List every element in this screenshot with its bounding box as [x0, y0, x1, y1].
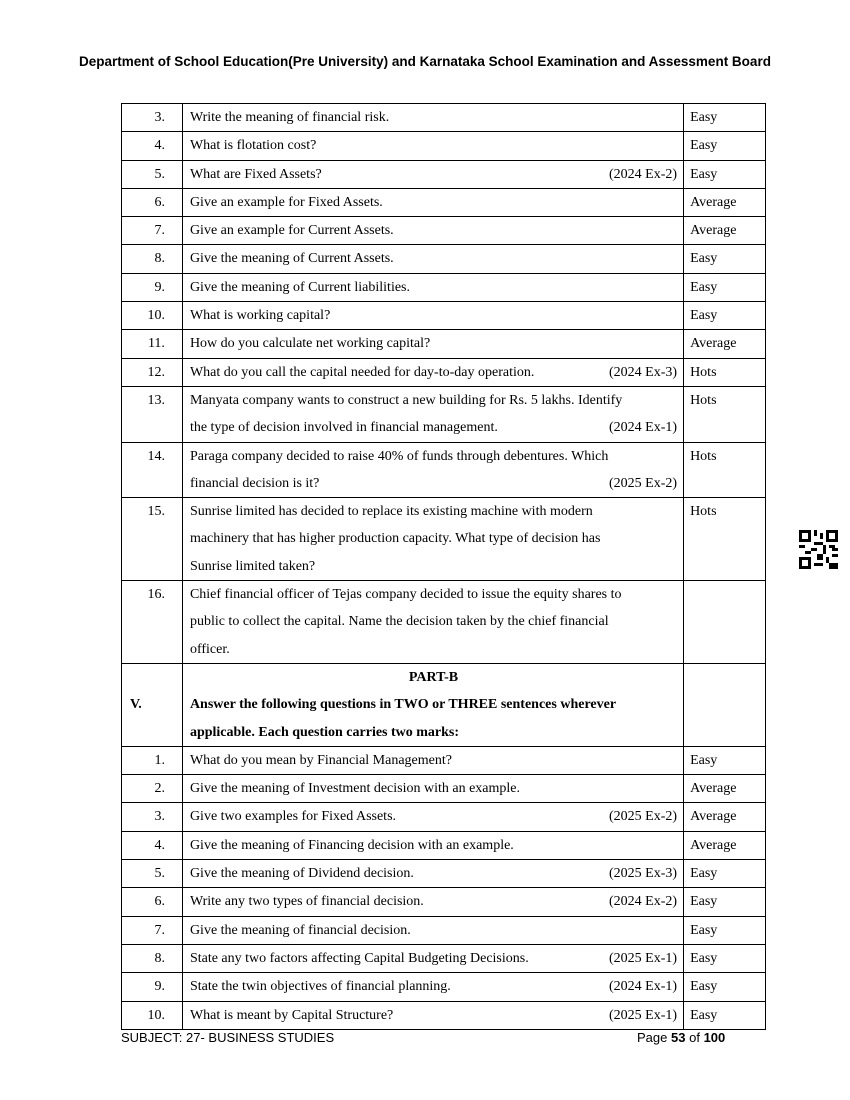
- question-text: State the twin objectives of financial planning.: [189, 979, 451, 995]
- difficulty-level: Easy: [684, 916, 766, 944]
- question-line: [190, 132, 677, 159]
- question-text-cell: [182, 803, 683, 831]
- question-line: [190, 245, 677, 272]
- question-text: the type of decision involved in financial management.: [189, 420, 498, 436]
- question-number: 16.: [122, 581, 183, 664]
- footer-page-total: 100: [703, 1030, 726, 1045]
- question-line: [190, 775, 677, 802]
- question-line: [190, 525, 677, 552]
- question-text: machinery that has higher production capacity. What type of decision has: [189, 531, 601, 547]
- question-text: Paraga company decided to raise 40% of funds through debentures. Which: [189, 448, 609, 464]
- question-line: [190, 104, 677, 131]
- question-line: [190, 443, 677, 470]
- question-line: [190, 888, 677, 915]
- question-line: [190, 1002, 677, 1029]
- difficulty-level: Easy: [684, 973, 766, 1001]
- question-row: [122, 888, 766, 916]
- question-text-cell: [182, 973, 683, 1001]
- question-number: 9.: [122, 973, 183, 1001]
- difficulty-level: [684, 581, 766, 664]
- question-number: 14.: [122, 442, 183, 498]
- question-number: 9.: [122, 273, 183, 301]
- question-text: What is working capital?: [189, 308, 331, 324]
- difficulty-level: Easy: [684, 302, 766, 330]
- question-text-cell: [182, 160, 683, 188]
- question-row: [122, 973, 766, 1001]
- question-row: [122, 358, 766, 386]
- question-text-cell: [182, 498, 683, 581]
- question-text: public to collect the capital. Name the decision taken by the chief financial: [189, 614, 609, 630]
- question-text: What is flotation cost?: [189, 138, 317, 154]
- section-roman-numeral: V.: [122, 663, 183, 746]
- question-line: [190, 359, 677, 386]
- part-b-instructions: Answer the following questions in TWO or THREE sentences wherever applicable. Each question carries two marks:: [189, 697, 616, 740]
- question-text-cell: [182, 860, 683, 888]
- question-text: Sunrise limited taken?: [189, 558, 316, 574]
- part-b-heading-row: [122, 663, 766, 746]
- question-row: [122, 831, 766, 859]
- difficulty-level: Hots: [684, 442, 766, 498]
- difficulty-level: Easy: [684, 860, 766, 888]
- question-line: [190, 302, 677, 329]
- qr-code-icon: [799, 530, 838, 569]
- question-line: [190, 581, 677, 608]
- difficulty-level: Hots: [684, 498, 766, 581]
- question-line: [190, 498, 677, 525]
- question-text-cell: [182, 132, 683, 160]
- question-text-cell: [182, 273, 683, 301]
- question-number: 4.: [122, 831, 183, 859]
- difficulty-level: Average: [684, 330, 766, 358]
- question-line: [190, 470, 677, 497]
- part-b-heading-cell: [182, 663, 683, 746]
- question-line: [190, 973, 677, 1000]
- question-text-cell: [182, 746, 683, 774]
- question-row: [122, 498, 766, 581]
- question-row: [122, 944, 766, 972]
- question-line: [190, 747, 677, 774]
- difficulty-level: Easy: [684, 160, 766, 188]
- question-text: Sunrise limited has decided to replace its existing machine with modern: [189, 504, 593, 520]
- question-text-cell: [182, 1001, 683, 1029]
- question-number: 3.: [122, 104, 183, 132]
- question-text: Give the meaning of Financing decision with an example.: [189, 837, 514, 853]
- question-line: [190, 161, 677, 188]
- exam-reference: (2024 Ex-1): [609, 979, 678, 995]
- question-number: 8.: [122, 245, 183, 273]
- question-number: 5.: [122, 160, 183, 188]
- part-b-heading-level-cell: [684, 663, 766, 746]
- question-text: Manyata company wants to construct a new building for Rs. 5 lakhs. Identify: [189, 392, 623, 408]
- question-number: 11.: [122, 330, 183, 358]
- question-number: 12.: [122, 358, 183, 386]
- question-row: [122, 217, 766, 245]
- question-row: [122, 302, 766, 330]
- question-row: [122, 160, 766, 188]
- question-text-cell: [182, 386, 683, 442]
- question-text: What are Fixed Assets?: [189, 166, 322, 182]
- question-number: 10.: [122, 302, 183, 330]
- question-line: [190, 414, 677, 441]
- difficulty-level: Average: [684, 188, 766, 216]
- difficulty-level: Average: [684, 775, 766, 803]
- part-b-heading-body: [122, 663, 766, 746]
- difficulty-level: Hots: [684, 358, 766, 386]
- question-number: 15.: [122, 498, 183, 581]
- question-row: [122, 132, 766, 160]
- question-text: Write the meaning of financial risk.: [189, 110, 390, 125]
- question-row: [122, 104, 766, 132]
- question-line: [190, 189, 677, 216]
- question-text-cell: [182, 245, 683, 273]
- difficulty-level: Easy: [684, 888, 766, 916]
- footer-page-current: 53: [671, 1030, 686, 1045]
- question-row: [122, 581, 766, 664]
- difficulty-level: Hots: [684, 386, 766, 442]
- question-line: [190, 832, 677, 859]
- question-line: [190, 330, 677, 357]
- question-row: [122, 775, 766, 803]
- exam-reference: (2025 Ex-2): [609, 475, 678, 491]
- question-text-cell: [182, 581, 683, 664]
- question-text: Write any two types of financial decision.: [189, 894, 424, 910]
- page-header: Department of School Education(Pre University) and Karnataka School Examination and Assessment Board: [79, 54, 771, 69]
- difficulty-level: Easy: [684, 1001, 766, 1029]
- question-text-cell: [182, 358, 683, 386]
- question-text-cell: [182, 217, 683, 245]
- question-text-cell: [182, 888, 683, 916]
- question-line: [190, 945, 677, 972]
- exam-reference: (2024 Ex-1): [609, 420, 678, 436]
- difficulty-level: Easy: [684, 104, 766, 132]
- question-text: Give the meaning of Dividend decision.: [189, 866, 414, 882]
- difficulty-level: Average: [684, 803, 766, 831]
- question-table: [121, 103, 766, 1030]
- question-number: 10.: [122, 1001, 183, 1029]
- part-b-body: [122, 746, 766, 1029]
- question-line: [190, 636, 677, 663]
- question-text: Give the meaning of Current liabilities.: [189, 279, 410, 295]
- exam-reference: (2025 Ex-1): [609, 950, 678, 966]
- question-number: 7.: [122, 217, 183, 245]
- question-text: Chief financial officer of Tejas company decided to issue the equity shares to: [189, 587, 622, 603]
- question-text: State any two factors affecting Capital Budgeting Decisions.: [189, 950, 529, 966]
- question-number: 3.: [122, 803, 183, 831]
- question-line: [190, 387, 677, 414]
- question-text: officer.: [189, 641, 230, 657]
- question-row: [122, 1001, 766, 1029]
- question-line: [190, 553, 677, 580]
- question-text: Give the meaning of Investment decision with an example.: [189, 781, 521, 797]
- question-text: Give the meaning of Current Assets.: [189, 251, 394, 267]
- question-line: [190, 917, 677, 944]
- question-number: 13.: [122, 386, 183, 442]
- footer-page-word: Page: [637, 1030, 668, 1045]
- question-row: [122, 330, 766, 358]
- question-line: [190, 860, 677, 887]
- question-row: [122, 746, 766, 774]
- question-number: 6.: [122, 888, 183, 916]
- question-text: What do you call the capital needed for day-to-day operation.: [189, 364, 535, 380]
- question-number: 2.: [122, 775, 183, 803]
- question-text: What do you mean by Financial Management?: [189, 752, 452, 768]
- question-row: [122, 916, 766, 944]
- difficulty-level: Easy: [684, 746, 766, 774]
- question-line: [190, 608, 677, 635]
- difficulty-level: Easy: [684, 132, 766, 160]
- question-number: 4.: [122, 132, 183, 160]
- question-text: Give the meaning of financial decision.: [189, 922, 411, 938]
- question-row: [122, 442, 766, 498]
- difficulty-level: Easy: [684, 245, 766, 273]
- question-row: [122, 860, 766, 888]
- difficulty-level: Easy: [684, 944, 766, 972]
- question-row: [122, 188, 766, 216]
- question-text-cell: [182, 330, 683, 358]
- question-row: [122, 386, 766, 442]
- question-text: How do you calculate net working capital?: [189, 336, 431, 352]
- footer-subject: SUBJECT: 27- BUSINESS STUDIES: [121, 1030, 335, 1045]
- question-text-cell: [182, 104, 683, 132]
- question-row: [122, 245, 766, 273]
- question-text-cell: [182, 302, 683, 330]
- exam-reference: (2024 Ex-2): [609, 894, 678, 910]
- question-number: 7.: [122, 916, 183, 944]
- question-number: 5.: [122, 860, 183, 888]
- part-b-title: PART-B: [408, 669, 459, 685]
- exam-reference: (2025 Ex-2): [609, 809, 678, 825]
- question-text-cell: [182, 944, 683, 972]
- question-text-cell: [182, 188, 683, 216]
- question-line: [190, 217, 677, 244]
- exam-reference: (2025 Ex-3): [609, 866, 678, 882]
- question-text: Give two examples for Fixed Assets.: [189, 809, 397, 825]
- question-text-cell: [182, 442, 683, 498]
- footer-page-number: [637, 1030, 725, 1045]
- question-text: Give an example for Current Assets.: [189, 223, 394, 239]
- footer-of-word: of: [689, 1030, 700, 1045]
- question-text-cell: [182, 831, 683, 859]
- difficulty-level: Average: [684, 217, 766, 245]
- part-a-body: [122, 104, 766, 664]
- question-text: financial decision is it?: [189, 475, 320, 491]
- exam-reference: (2024 Ex-2): [609, 166, 678, 182]
- question-row: [122, 803, 766, 831]
- exam-reference: (2024 Ex-3): [609, 364, 678, 380]
- question-line: [190, 803, 677, 830]
- question-text-cell: [182, 916, 683, 944]
- exam-reference: (2025 Ex-1): [609, 1007, 678, 1023]
- question-number: 1.: [122, 746, 183, 774]
- question-text-cell: [182, 775, 683, 803]
- question-text: What is meant by Capital Structure?: [189, 1007, 394, 1023]
- question-number: 8.: [122, 944, 183, 972]
- difficulty-level: Easy: [684, 273, 766, 301]
- question-text: Give an example for Fixed Assets.: [189, 194, 383, 210]
- question-line: [190, 274, 677, 301]
- difficulty-level: Average: [684, 831, 766, 859]
- question-row: [122, 273, 766, 301]
- question-number: 6.: [122, 188, 183, 216]
